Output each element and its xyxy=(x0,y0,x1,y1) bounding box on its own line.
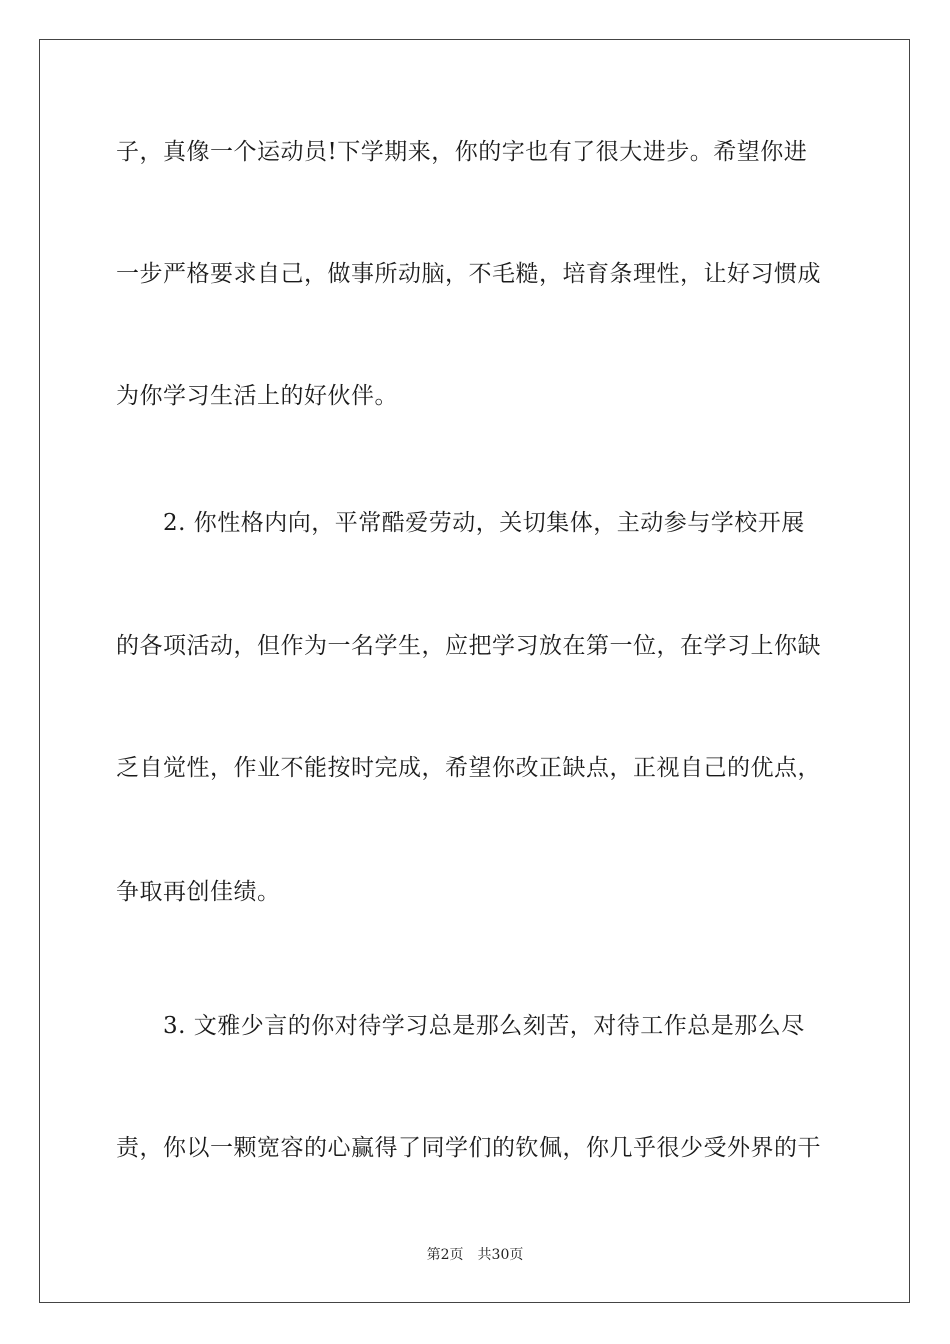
page-number: 第2页 xyxy=(426,1247,464,1263)
text-line-1: 子，真像一个运动员!下学期来，你的字也有了很大进步。希望你进 xyxy=(116,139,808,165)
text-line-4: 2. 你性格内向，平常酷爱劳动，关切集体，主动参与学校开展 xyxy=(163,510,805,536)
page-total: 共30页 xyxy=(477,1247,524,1263)
text-line-5: 的各项活动，但作为一名学生，应把学习放在第一位，在学习上你缺 xyxy=(116,633,821,659)
text-line-3: 为你学习生活上的好伙伴。 xyxy=(116,383,398,409)
text-line-8: 3. 文雅少言的你对待学习总是那么刻苦，对待工作总是那么尽 xyxy=(163,1013,805,1039)
text-line-7: 争取再创佳绩。 xyxy=(116,879,281,905)
page-footer xyxy=(0,1246,950,1264)
text-line-6: 乏自觉性，作业不能按时完成，希望你改正缺点，正视自己的优点， xyxy=(116,755,821,781)
page-border xyxy=(39,39,910,1303)
text-line-9: 责，你以一颗宽容的心赢得了同学们的钦佩，你几乎很少受外界的干 xyxy=(116,1135,821,1161)
text-line-2: 一步严格要求自己，做事所动脑，不毛糙，培育条理性，让好习惯成 xyxy=(116,261,821,287)
